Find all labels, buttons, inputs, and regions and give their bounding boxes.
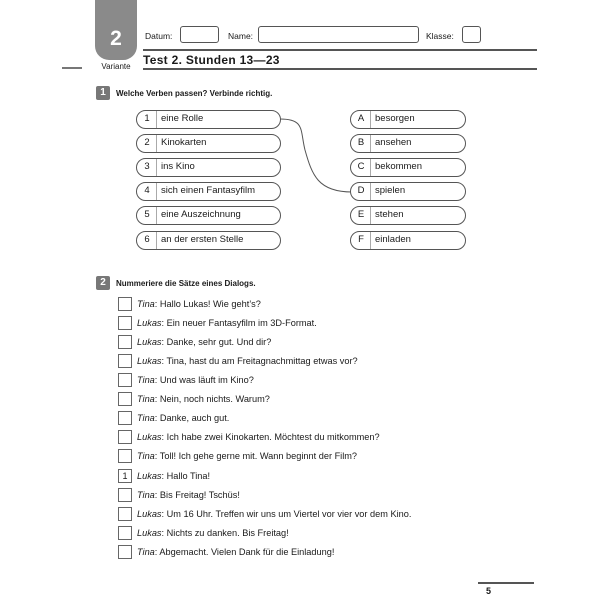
order-box-10[interactable]: 1 bbox=[118, 469, 132, 483]
dialog-line: Lukas: Ein neuer Fantasyfilm im 3D-Format. bbox=[137, 318, 317, 328]
left-option-4[interactable]: 4 sich einen Fantasyfilm bbox=[136, 182, 281, 201]
task-1-number: 1 bbox=[96, 86, 110, 100]
order-box-14[interactable] bbox=[118, 545, 132, 559]
klasse-label: Klasse: bbox=[426, 31, 454, 41]
right-option-f[interactable]: F einladen bbox=[350, 231, 466, 250]
right-option-c[interactable]: C bekommen bbox=[350, 158, 466, 177]
order-box-7[interactable] bbox=[118, 411, 132, 425]
name-label: Name: bbox=[228, 31, 254, 41]
test-title: Test 2. Stunden 13—23 bbox=[143, 53, 280, 67]
dialog-line: Lukas: Um 16 Uhr. Treffen wir uns um Viertel vor vier vor dem Kino. bbox=[137, 509, 412, 519]
order-box-8[interactable] bbox=[118, 430, 132, 444]
dialog-line: Lukas: Tina, hast du am Freitagnachmittag etwas vor? bbox=[137, 356, 358, 366]
order-box-13[interactable] bbox=[118, 526, 132, 540]
variant-number: 2 bbox=[110, 27, 122, 50]
dialog-line: Lukas: Danke, sehr gut. Und dir? bbox=[137, 337, 272, 347]
dialog-line: Tina: Und was läuft im Kino? bbox=[137, 375, 254, 385]
dialog-line: Lukas: Ich habe zwei Kinokarten. Möchtest du mitkommen? bbox=[137, 432, 380, 442]
left-option-3[interactable]: 3 ins Kino bbox=[136, 158, 281, 177]
dialog-line: Tina: Toll! Ich gehe gerne mit. Wann beginnt der Film? bbox=[137, 451, 358, 461]
left-option-1[interactable]: 1 eine Rolle bbox=[136, 110, 281, 129]
right-option-e[interactable]: E stehen bbox=[350, 206, 466, 225]
left-option-2[interactable]: 2 Kinokarten bbox=[136, 134, 281, 153]
task-2-title: Nummeriere die Sätze eines Dialogs. bbox=[116, 279, 256, 288]
left-option-6[interactable]: 6 an der ersten Stelle bbox=[136, 231, 281, 250]
dialog-line: Lukas: Hallo Tina! bbox=[137, 471, 211, 481]
dialog-line: Tina: Abgemacht. Vielen Dank für die Einladung! bbox=[137, 547, 335, 557]
order-box-2[interactable] bbox=[118, 316, 132, 330]
datum-label: Datum: bbox=[145, 31, 173, 41]
order-box-9[interactable] bbox=[118, 449, 132, 463]
footer-rule bbox=[478, 582, 534, 584]
variant-label: Variante bbox=[101, 62, 131, 71]
order-box-4[interactable] bbox=[118, 354, 132, 368]
order-box-1[interactable] bbox=[118, 297, 132, 311]
order-box-12[interactable] bbox=[118, 507, 132, 521]
dialog-line: Tina: Danke, auch gut. bbox=[137, 413, 230, 423]
dialog-line: Lukas: Nichts zu danken. Bis Freitag! bbox=[137, 528, 289, 538]
right-option-b[interactable]: B ansehen bbox=[350, 134, 466, 153]
page-number: 5 bbox=[486, 586, 492, 596]
dialog-line: Tina: Nein, noch nichts. Warum? bbox=[137, 394, 270, 404]
left-option-5[interactable]: 5 eine Auszeichnung bbox=[136, 206, 281, 225]
task-2-number: 2 bbox=[96, 276, 110, 290]
dialog-line: Tina: Bis Freitag! Tschüs! bbox=[137, 490, 240, 500]
order-box-11[interactable] bbox=[118, 488, 132, 502]
dialog-line: Tina: Hallo Lukas! Wie geht’s? bbox=[137, 299, 261, 309]
right-option-a[interactable]: A besorgen bbox=[350, 110, 466, 129]
order-box-3[interactable] bbox=[118, 335, 132, 349]
order-box-5[interactable] bbox=[118, 373, 132, 387]
order-box-6[interactable] bbox=[118, 392, 132, 406]
task-1-title: Welche Verben passen? Verbinde richtig. bbox=[116, 89, 273, 98]
right-option-d[interactable]: D spielen bbox=[350, 182, 466, 201]
